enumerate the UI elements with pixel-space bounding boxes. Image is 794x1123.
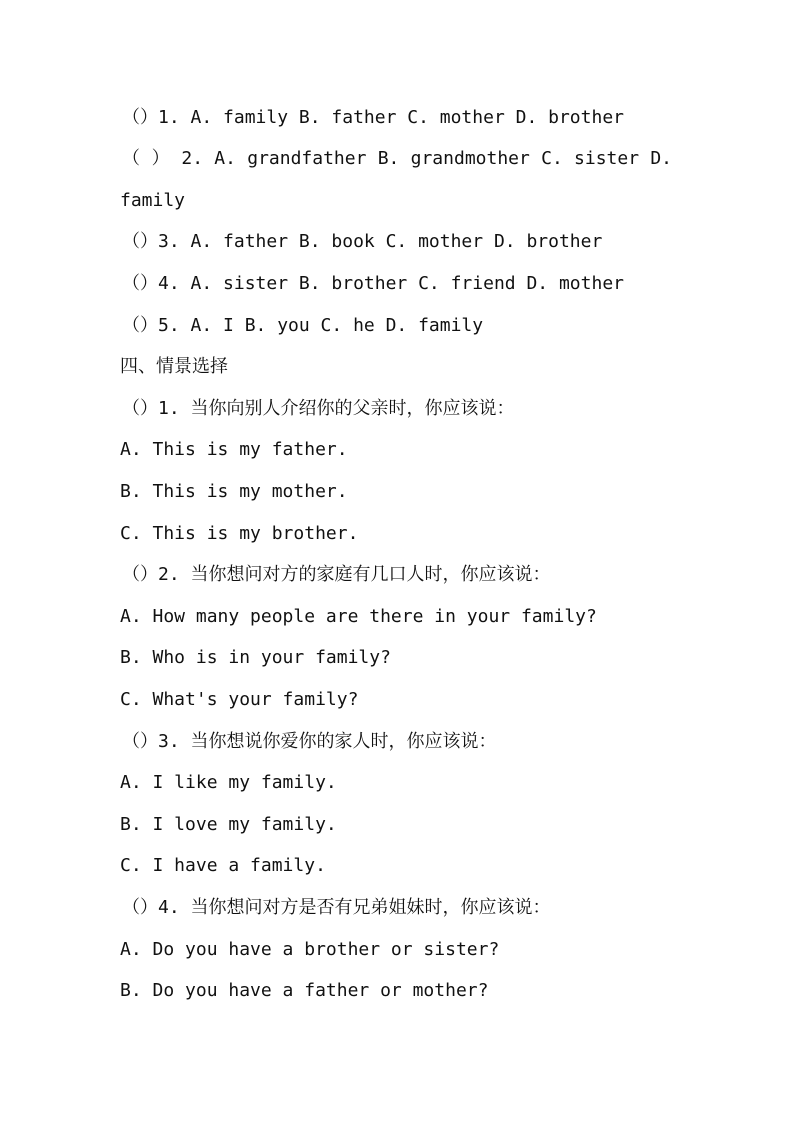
question-4-2-prompt: （）2. 当你想问对方的家庭有几口人时，你应该说： (122, 564, 551, 585)
question-4-3-option-b: B. I love my family. (120, 814, 337, 835)
question-4-1-option-a: A. This is my father. (120, 439, 348, 460)
question-4-2-option-a: A. How many people are there in your family? (120, 606, 597, 627)
question-3-2-line1: （ ） 2. A. grandfather B. grandmother C. sister D. (122, 148, 672, 169)
question-4-3-option-c: C. I have a family. (120, 855, 326, 876)
question-3-3: （）3. A. father B. book C. mother D. brother (122, 231, 603, 252)
question-4-3-prompt: （）3. 当你想说你爱你的家人时，你应该说： (122, 731, 497, 752)
question-4-4-prompt: （）4. 当你想问对方是否有兄弟姐妹时，你应该说： (122, 897, 551, 918)
question-4-1-option-b: B. This is my mother. (120, 481, 348, 502)
question-4-4-option-a: A. Do you have a brother or sister? (120, 939, 500, 960)
section-4-heading: 四、情景选择 (120, 356, 228, 377)
question-4-1-option-c: C. This is my brother. (120, 523, 359, 544)
question-3-1: （）1. A. family B. father C. mother D. brother (122, 107, 624, 128)
question-3-2-line2: family (120, 190, 186, 211)
question-4-2-option-c: C. What's your family? (120, 689, 359, 710)
question-3-4: （）4. A. sister B. brother C. friend D. mother (122, 273, 624, 294)
question-4-3-option-a: A. I like my family. (120, 772, 337, 793)
question-3-5: （）5. A. I B. you C. he D. family (122, 315, 484, 336)
question-4-2-option-b: B. Who is in your family? (120, 647, 391, 668)
question-4-4-option-b: B. Do you have a father or mother? (120, 980, 489, 1001)
question-4-1-prompt: （）1. 当你向别人介绍你的父亲时，你应该说： (122, 398, 515, 419)
